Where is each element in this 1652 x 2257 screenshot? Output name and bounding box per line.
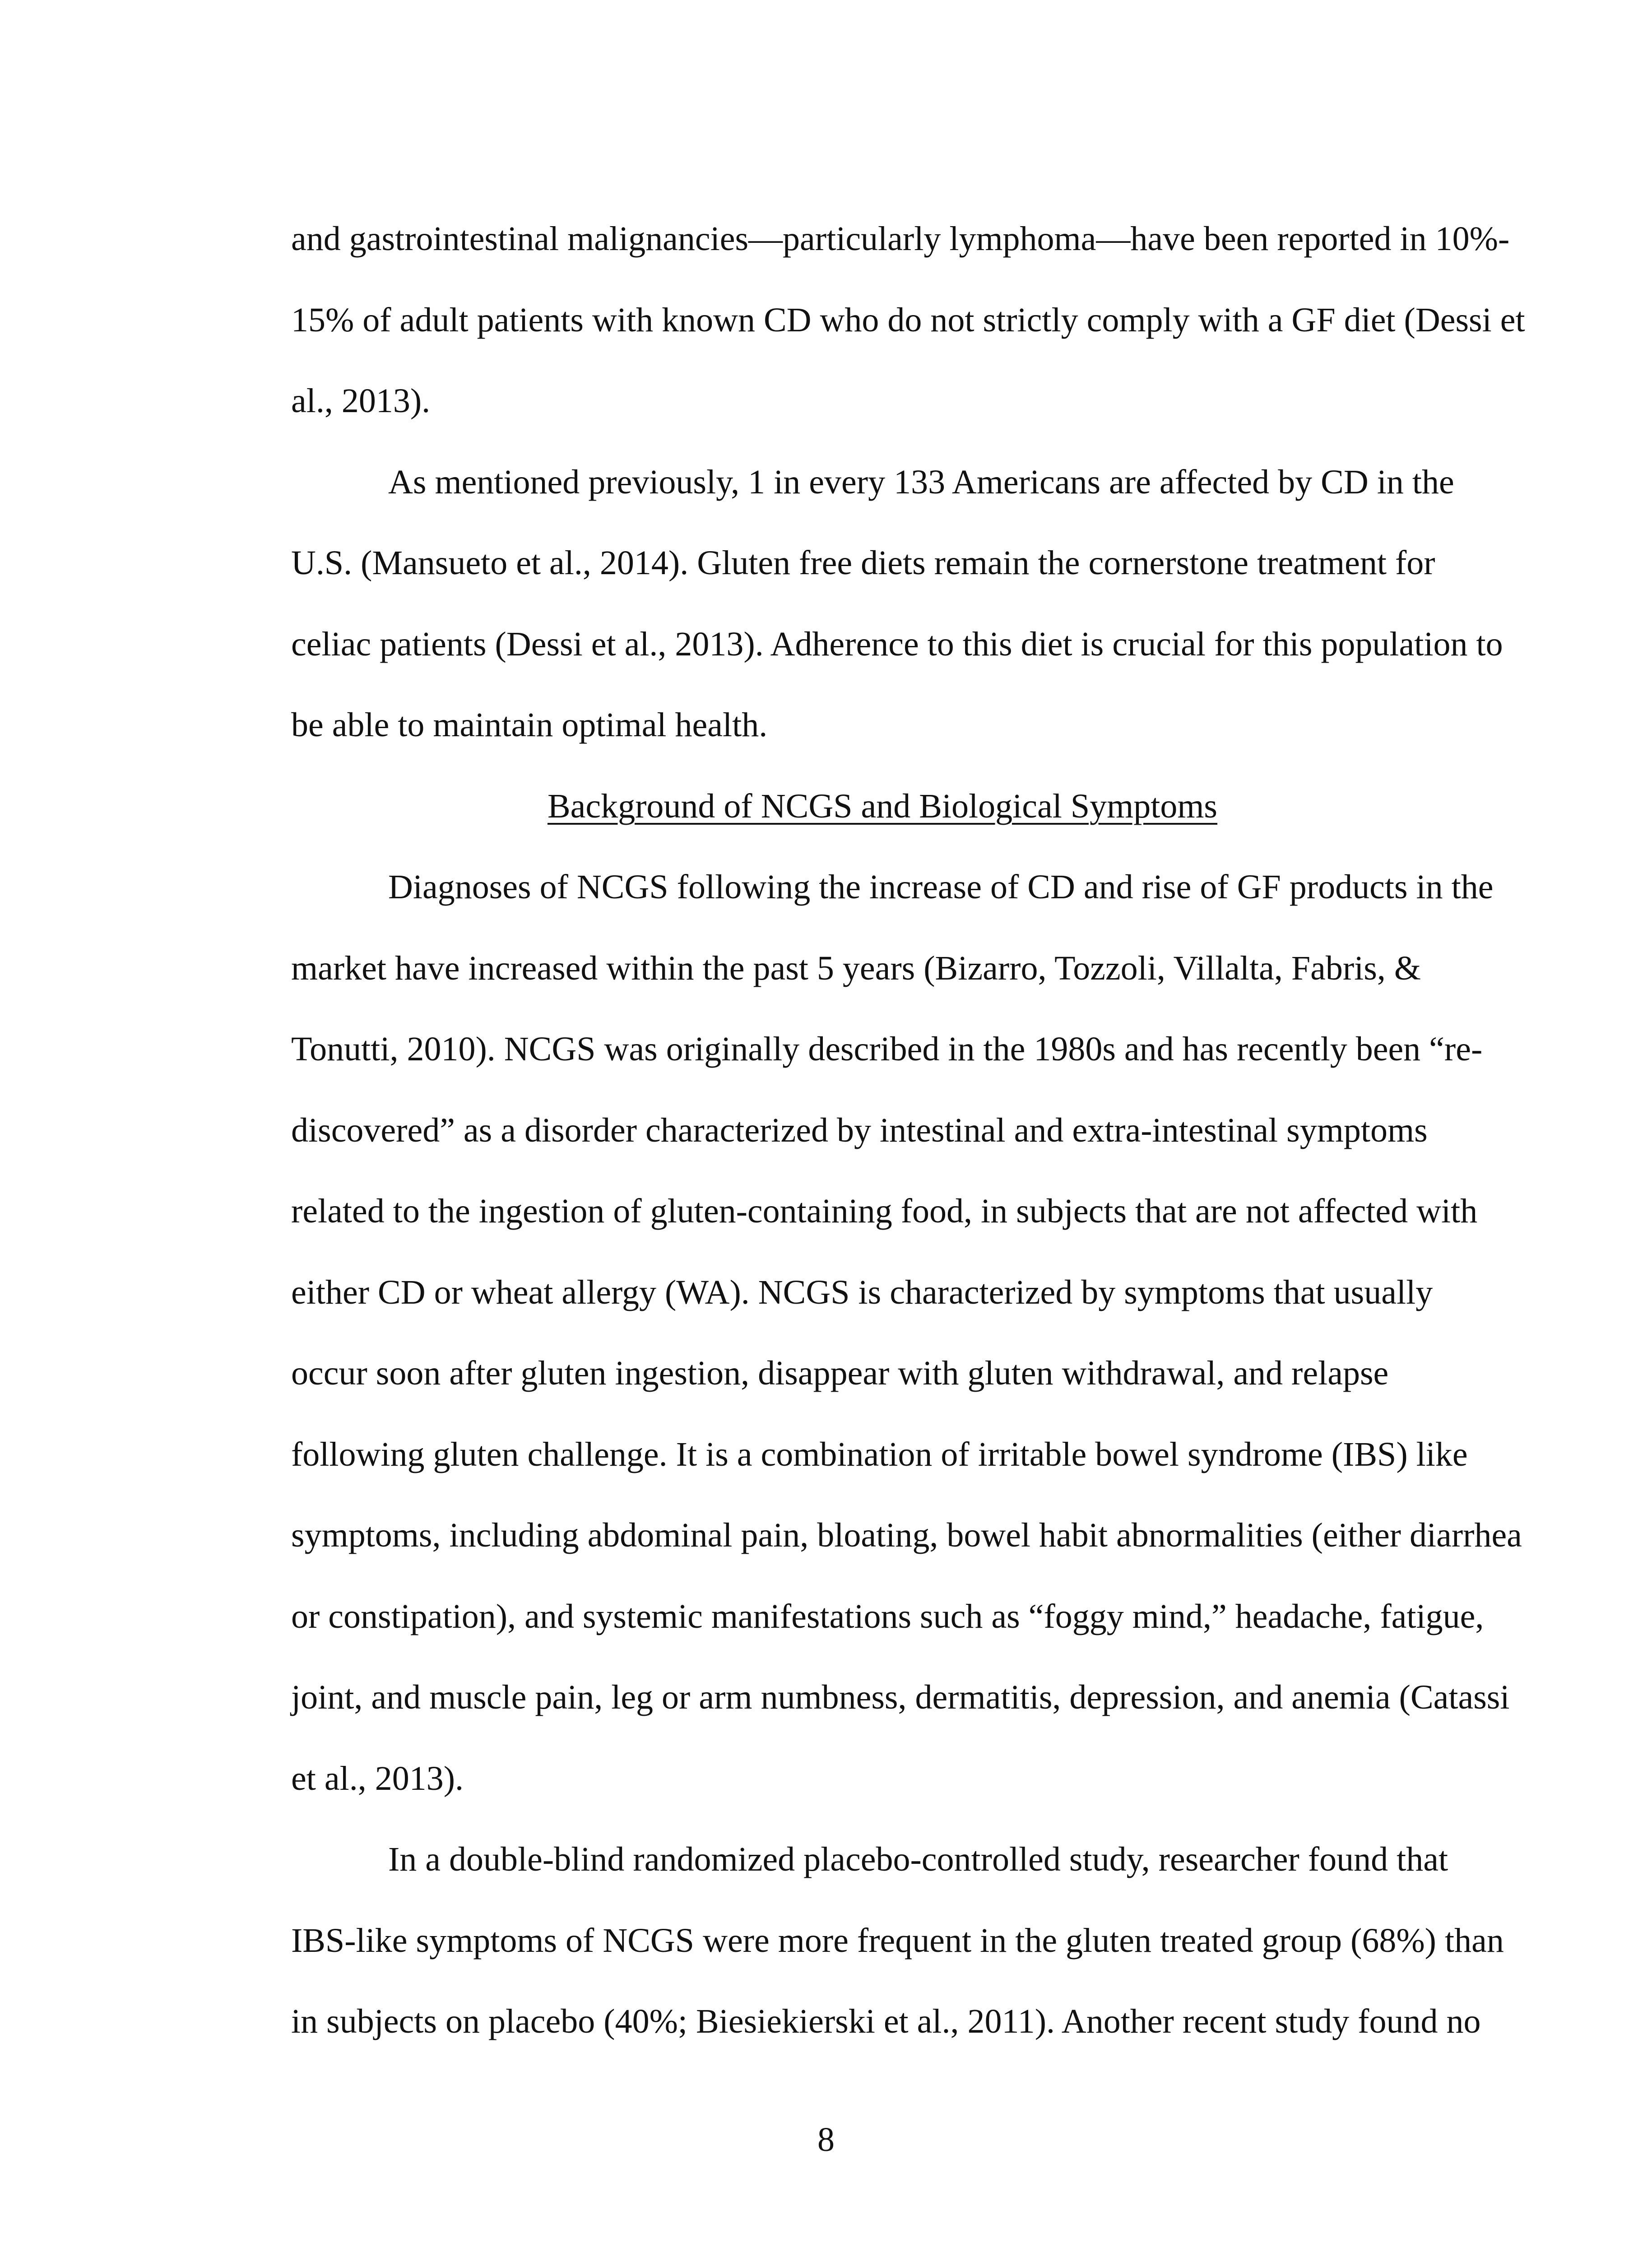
text-line: in subjects on placebo (40%; Biesiekierski et al., 2011). Another recent study found no: [291, 2002, 1481, 2040]
text-line: al., 2013).: [291, 382, 431, 420]
paragraph-2: [291, 442, 1503, 766]
text-line: IBS-like symptoms of NCGS were more frequent in the gluten treated group (68%) than: [291, 1921, 1504, 1960]
paragraph-3: [291, 847, 1522, 1819]
text-line: either CD or wheat allergy (WA). NCGS is characterized by symptoms that usually: [291, 1273, 1433, 1311]
text-line: celiac patients (Dessi et al., 2013). Adherence to this diet is crucial for this population to: [291, 625, 1503, 663]
text-line: be able to maintain optimal health.: [291, 706, 768, 744]
text-line: U.S. (Mansueto et al., 2014). Gluten free diets remain the cornerstone treatment for: [291, 544, 1435, 582]
text-line: occur soon after gluten ingestion, disappear with gluten withdrawal, and relapse: [291, 1354, 1389, 1392]
text-line: symptoms, including abdominal pain, bloating, bowel habit abnormalities (either diarrhea: [291, 1516, 1522, 1554]
section-heading-text: Background of NCGS and Biological Symptoms: [547, 787, 1218, 825]
text-line: Tonutti, 2010). NCGS was originally described in the 1980s and has recently been “re-: [291, 1030, 1483, 1068]
text-line: following gluten challenge. It is a combination of irritable bowel syndrome (IBS) like: [291, 1435, 1468, 1473]
page-number: 8: [817, 2121, 835, 2159]
text-line: or constipation), and systemic manifestations such as “foggy mind,” headache, fatigue,: [291, 1597, 1484, 1635]
text-line: Diagnoses of NCGS following the increase of CD and rise of GF products in the: [388, 868, 1494, 906]
body-text: [291, 199, 1525, 2062]
text-line: et al., 2013).: [291, 1759, 464, 1797]
text-line: market have increased within the past 5 years (Bizarro, Tozzoli, Villalta, Fabris, &: [291, 949, 1421, 987]
section-heading: [291, 766, 1474, 847]
text-line: As mentioned previously, 1 in every 133 Americans are affected by CD in the: [388, 463, 1454, 501]
text-line: 15% of adult patients with known CD who do not strictly comply with a GF diet (Dessi et: [291, 301, 1525, 339]
paragraph-4: [291, 1819, 1504, 2062]
text-line: discovered” as a disorder characterized by intestinal and extra-intestinal symptoms: [291, 1111, 1428, 1149]
text-line: joint, and muscle pain, leg or arm numbness, dermatitis, depression, and anemia (Catassi: [291, 1678, 1510, 1716]
text-line: In a double-blind randomized placebo-controlled study, researcher found that: [388, 1840, 1448, 1878]
text-line: related to the ingestion of gluten-containing food, in subjects that are not affected with: [291, 1192, 1478, 1230]
text-line: and gastrointestinal malignancies—particularly lymphoma—have been reported in 10%-: [291, 220, 1510, 258]
paragraph-1: [291, 199, 1525, 442]
